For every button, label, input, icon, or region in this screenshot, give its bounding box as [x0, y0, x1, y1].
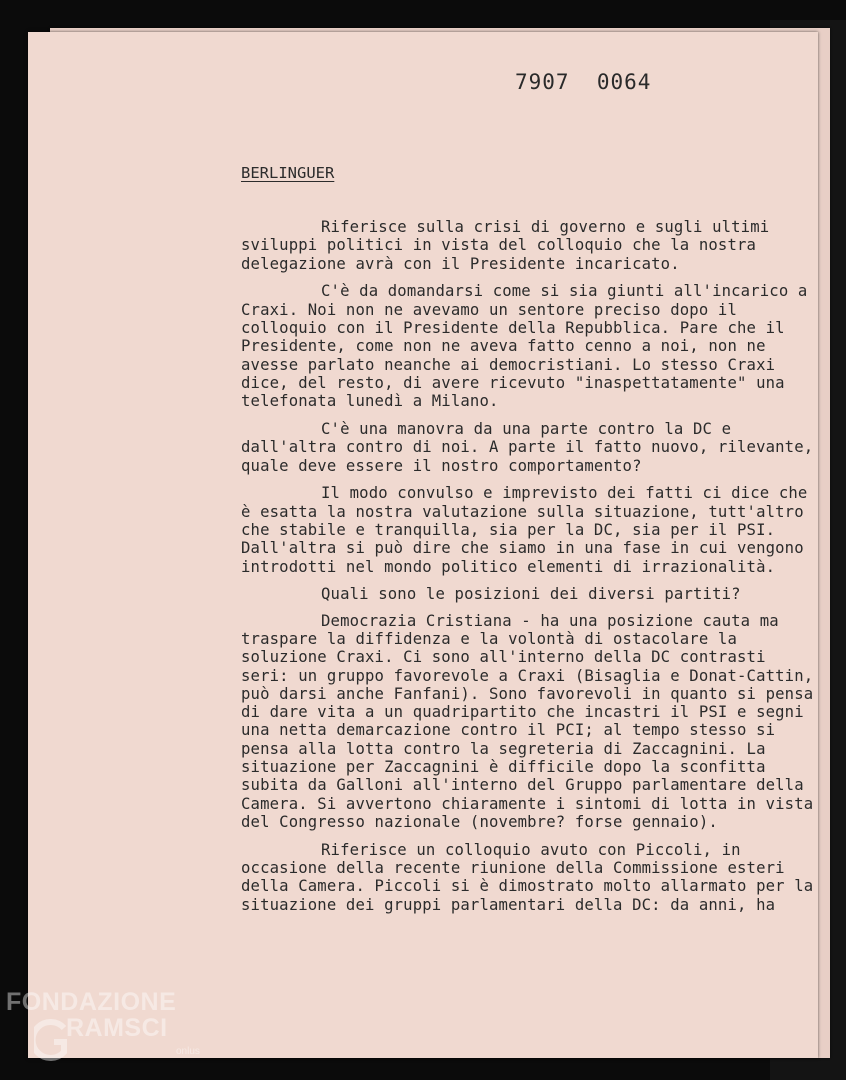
paragraph: Democrazia Cristiana - ha una posizione cauta ma traspare la diffidenza e la volontà di ostacolare la soluzione Craxi. Ci sono all'interno della DC contrasti seri: un gruppo favorevole a Craxi (Bisaglia e Donat-Cattin, può darsi anche Fanfani). Sono favorevoli in quanto si pensa di dare vita a un quadripartito che incastri il PSI e segni una netta demarcazione contro il PCI; al tempo stesso si pensa alla lotta contro la segreteria di Zaccagnini. La situazione per Zaccagnini è difficile dopo la sconfitta subita da Galloni all'interno del Gruppo parlamentare della Camera. Si avvertono chiaramente i sintomi di lotta in vista del Congresso nazionale (novembre? forse gennaio).: [241, 611, 814, 831]
paragraph: C'è da domandarsi come si sia giunti all'incarico a Craxi. Noi non ne avevamo un sentore preciso dopo il colloquio con il Presidente della Repubblica. Pare che il Presidente, come non ne aveva fatto cenno a noi, non ne avesse parlato neanche ai democristiani. Lo stesso Craxi dice, del resto, di avere ricevuto "inaspettatamente" una telefonata lunedì a Milano.: [241, 282, 808, 411]
document-body: [241, 218, 821, 923]
document-number: 7907 0064: [515, 70, 652, 94]
paragraph: Il modo convulso e imprevisto dei fatti ci dice che è esatta la nostra valutazione sulla situazione, tutt'altro che stabile e tranquilla, sia per la DC, sia per il PSI. Dall'altra si può dire che siamo in una fase in cui vengono introdotti nel mondo politico elementi di irrazionalità.: [241, 484, 808, 576]
paragraph: C'è una manovra da una parte contro la DC e dall'altra contro di noi. A parte il fatto nuovo, rilevante, quale deve essere il nostro comportamento?: [241, 419, 814, 475]
fondazione-gramsci-watermark: [6, 988, 216, 1078]
document-page: [28, 32, 818, 1058]
paragraph: Riferisce sulla crisi di governo e sugli ultimi sviluppi politici in vista del colloquio che la nostra delegazione avrà con il Presidente incaricato.: [241, 218, 770, 273]
document-title: BERLINGUER: [241, 164, 335, 182]
paragraph: Riferisce un colloquio avuto con Piccoli, in occasione della recente riunione della Commissione esteri della Camera. Piccoli si è dimostrato molto allarmato per la situazione dei gruppi parlamentari della DC: da anni, ha: [241, 840, 814, 914]
watermark-line-2: RAMSCI: [66, 1014, 168, 1042]
watermark-line-3: onlus: [176, 1046, 200, 1057]
g-logo-icon: [34, 1006, 70, 1066]
paragraph: Quali sono le posizioni dei diversi partiti?: [321, 585, 741, 604]
watermark-line-1: FONDAZIONE: [6, 988, 177, 1016]
